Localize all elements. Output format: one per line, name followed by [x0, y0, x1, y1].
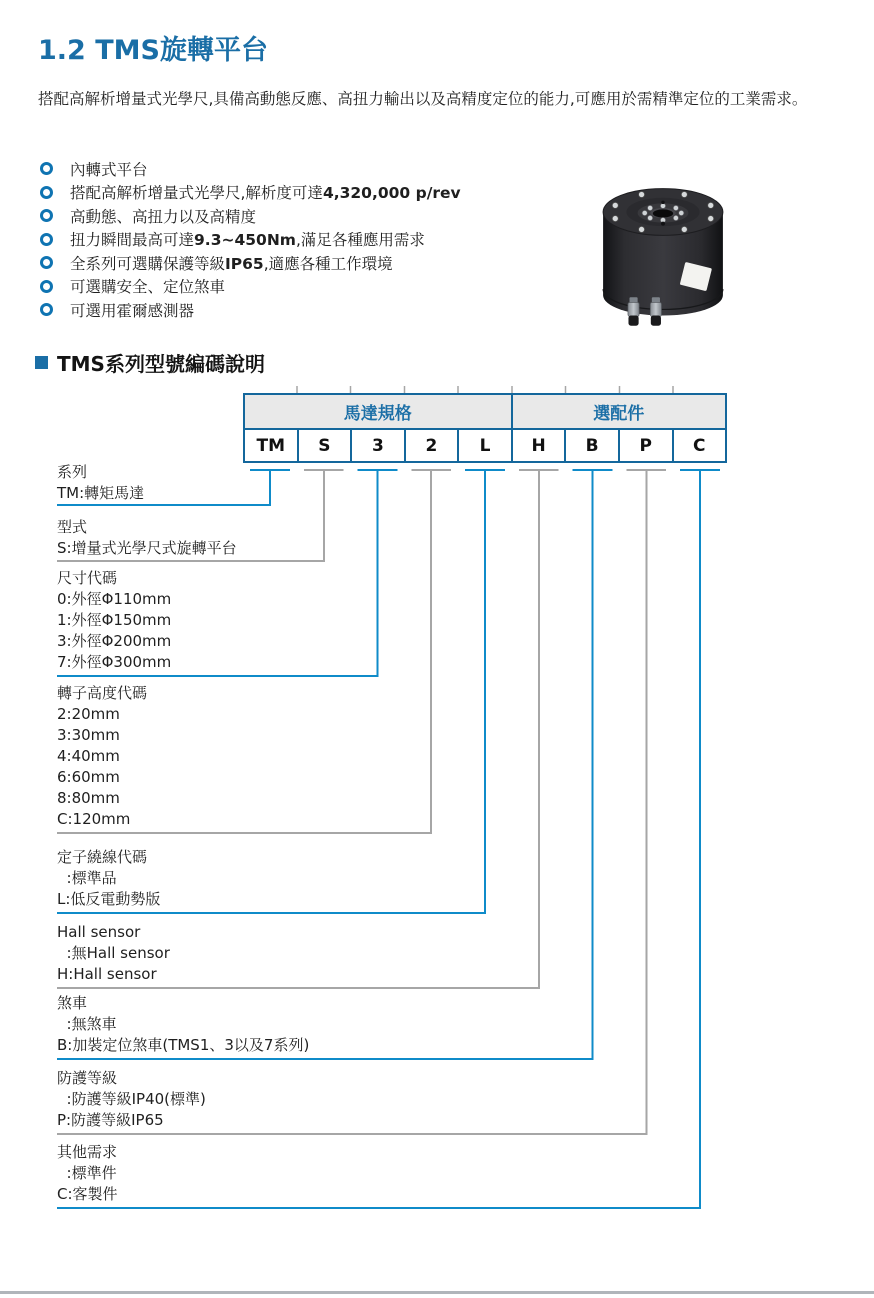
code-section-title: 定子繞線代碼 [57, 848, 148, 866]
feature-item [40, 251, 461, 275]
bullet-ring-icon [40, 162, 53, 175]
code-option: :標準品 [57, 869, 117, 887]
code-option: TM:轉矩馬達 [57, 484, 145, 502]
feature-item [40, 275, 461, 299]
square-bullet-icon [35, 356, 48, 369]
bullet-ring-icon [40, 233, 53, 246]
bullet-ring-icon [40, 209, 53, 222]
feature-item [40, 204, 461, 228]
feature-list [40, 157, 461, 322]
feature-text: 搭配高解析增量式光學尺,解析度可達4,320,000 p/rev [70, 184, 461, 203]
code-section-protection [57, 1068, 206, 1131]
feature-text: 可選用霍爾感測器 [70, 301, 195, 320]
feature-text: 全系列可選購保護等級IP65,適應各種工作環境 [70, 254, 393, 273]
feature-text: 扭力瞬間最高可達9.3~450Nm,滿足各種應用需求 [70, 231, 425, 250]
table-top-ticks [297, 386, 673, 393]
feature-item [40, 181, 461, 205]
code-option: 7:外徑Φ300mm [57, 653, 172, 671]
code-option: 3:30mm [57, 726, 120, 744]
code-section-series [57, 462, 144, 504]
code-cell-2: 2 [404, 430, 458, 461]
bullet-ring-icon [40, 186, 53, 199]
code-option: H:Hall sensor [57, 965, 157, 983]
code-cell-3: 3 [350, 430, 404, 461]
code-option: 1:外徑Φ150mm [57, 611, 172, 629]
model-code-table [243, 393, 727, 463]
code-option: C:120mm [57, 810, 131, 828]
code-option: S:增量式光學尺式旋轉平台 [57, 539, 237, 557]
code-section-title: 型式 [57, 518, 88, 536]
code-cell-b: B [564, 430, 618, 461]
code-section-title: 煞車 [57, 994, 88, 1012]
code-cell-c: C [672, 430, 726, 461]
bullet-ring-icon [40, 280, 53, 293]
code-section-title: 尺寸代碼 [57, 569, 118, 587]
feature-text: 內轉式平台 [70, 160, 148, 179]
code-section-other [57, 1142, 118, 1205]
code-section-title: 防護等級 [57, 1069, 118, 1087]
table-code-row [245, 430, 725, 461]
code-cell-s: S [297, 430, 351, 461]
code-option: C:客製件 [57, 1185, 118, 1203]
code-cell-l: L [457, 430, 511, 461]
code-option: L:低反電動勢版 [57, 890, 161, 908]
code-option: :防護等級IP40(標準) [57, 1090, 206, 1108]
table-group-options: 選配件 [511, 395, 725, 428]
table-group-row [245, 395, 725, 430]
code-option: :無煞車 [57, 1015, 117, 1033]
section-heading-label: TMS系列型號編碼說明 [57, 352, 265, 376]
code-option: 3:外徑Φ200mm [57, 632, 172, 650]
bullet-ring-icon [40, 256, 53, 269]
code-cell-h: H [511, 430, 565, 461]
code-cell-tm: TM [256, 435, 286, 456]
bullet-ring-icon [40, 303, 53, 316]
code-option: B:加裝定位煞車(TMS1、3以及7系列) [57, 1036, 310, 1054]
section-heading [35, 348, 265, 377]
code-section-title: 轉子高度代碼 [57, 684, 148, 702]
code-section-type [57, 517, 237, 559]
code-section-title: 系列 [57, 463, 88, 481]
code-option: 4:40mm [57, 747, 120, 765]
feature-text: 可選購安全、定位煞車 [70, 278, 226, 297]
code-section-size [57, 568, 171, 673]
product-photo [597, 163, 729, 331]
feature-item [40, 157, 461, 181]
code-option: :無Hall sensor [57, 944, 170, 962]
page-title: 1.2 TMS旋轉平台 [38, 35, 268, 66]
feature-text: 高動態、高扭力以及高精度 [70, 207, 257, 226]
code-cell-p: P [618, 430, 672, 461]
code-option: :標準件 [57, 1164, 117, 1182]
feature-item [40, 228, 461, 252]
rotary-platform-illustration [597, 163, 729, 331]
code-option: P:防護等級IP65 [57, 1111, 164, 1129]
code-section-title: Hall sensor [57, 923, 141, 941]
code-option: 0:外徑Φ110mm [57, 590, 172, 608]
code-option: 2:20mm [57, 705, 120, 723]
code-section-title: 其他需求 [57, 1143, 118, 1161]
code-section-stator-winding [57, 847, 160, 910]
code-section-rotor-height [57, 683, 147, 830]
table-group-motor-spec: 馬達規格 [343, 404, 412, 424]
footer-rule [0, 1291, 874, 1294]
intro-paragraph: 搭配高解析增量式光學尺,具備高動態反應、高扭力輸出以及高精度定位的能力,可應用於需精準定位的工業需求。 [38, 90, 808, 108]
code-section-brake [57, 993, 309, 1056]
feature-item [40, 298, 461, 322]
code-section-hall-sensor [57, 922, 170, 985]
code-option: 6:60mm [57, 768, 120, 786]
code-option: 8:80mm [57, 789, 120, 807]
